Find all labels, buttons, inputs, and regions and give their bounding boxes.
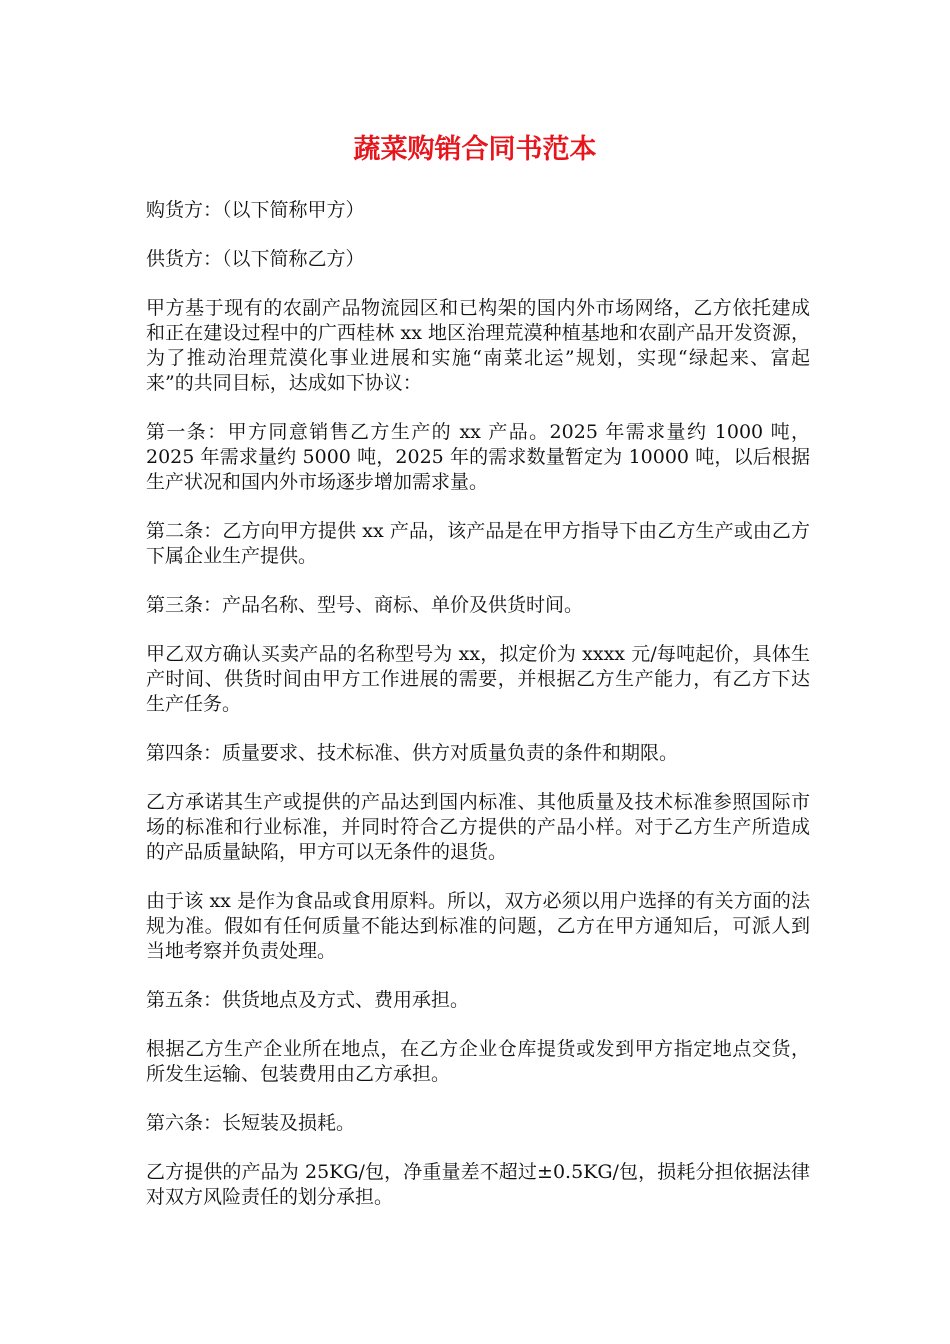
article-1: 第一条：甲方同意销售乙方生产的 xx 产品。2025 年需求量约 1000 吨，2025 年需求量约 5000 吨，2025 年的需求数量暂定为 10000 吨，以后根据生产状况和国内外市场逐步增加需求量。 (146, 421, 810, 493)
article-4-body-1: 乙方承诺其生产或提供的产品达到国内标准、其他质量及技术标准参照国际市场的标准和行业标准，并同时符合乙方提供的产品小样。对于乙方生产所造成的产品质量缺陷，甲方可以无条件的退货。 (146, 791, 810, 863)
article-4-heading: 第四条：质量要求、技术标准、供方对质量负责的条件和期限。 (146, 742, 679, 764)
preamble-paragraph: 甲方基于现有的农副产品物流园区和已构架的国内外市场网络，乙方依托建成和正在建设过程中的广西桂林 xx 地区治理荒漠种植基地和农副产品开发资源，为了推动治理荒漠化事业进展和实施“南菜北运”规划，实现“绿起来、富起来”的共同目标，达成如下协议： (146, 297, 810, 394)
article-4-body-2: 由于该 xx 是作为食品或食用原料。所以，双方必须以用户选择的有关方面的法规为准。假如有任何质量不能达到标准的问题，乙方在甲方通知后，可派人到当地考察并负责处理。 (146, 890, 810, 962)
document-title: 蔬菜购销合同书范本 (353, 134, 597, 165)
article-3-body: 甲乙双方确认买卖产品的名称型号为 xx，拟定价为 xxxx 元/每吨起价，具体生产时间、供货时间由甲方工作进展的需要，并根据乙方生产能力，有乙方下达生产任务。 (146, 643, 810, 715)
article-3-heading: 第三条：产品名称、型号、商标、单价及供货时间。 (146, 594, 584, 616)
article-2: 第二条：乙方向甲方提供 xx 产品，该产品是在甲方指导下由乙方生产或由乙方下属企业生产提供。 (146, 520, 810, 567)
article-6-heading: 第六条：长短装及损耗。 (146, 1112, 356, 1134)
document-body (146, 198, 810, 1234)
party-buyer: 购货方：（以下简称甲方） (146, 199, 365, 221)
party-supplier: 供货方：（以下简称乙方） (146, 248, 365, 270)
article-5-heading: 第五条：供货地点及方式、费用承担。 (146, 989, 470, 1011)
article-5-body: 根据乙方生产企业所在地点，在乙方企业仓库提货或发到甲方指定地点交货，所发生运输、包装费用由乙方承担。 (146, 1038, 810, 1085)
article-6-body: 乙方提供的产品为 25KG/包，净重量差不超过±0.5KG/包，损耗分担依据法律对双方风险责任的划分承担。 (146, 1161, 810, 1208)
